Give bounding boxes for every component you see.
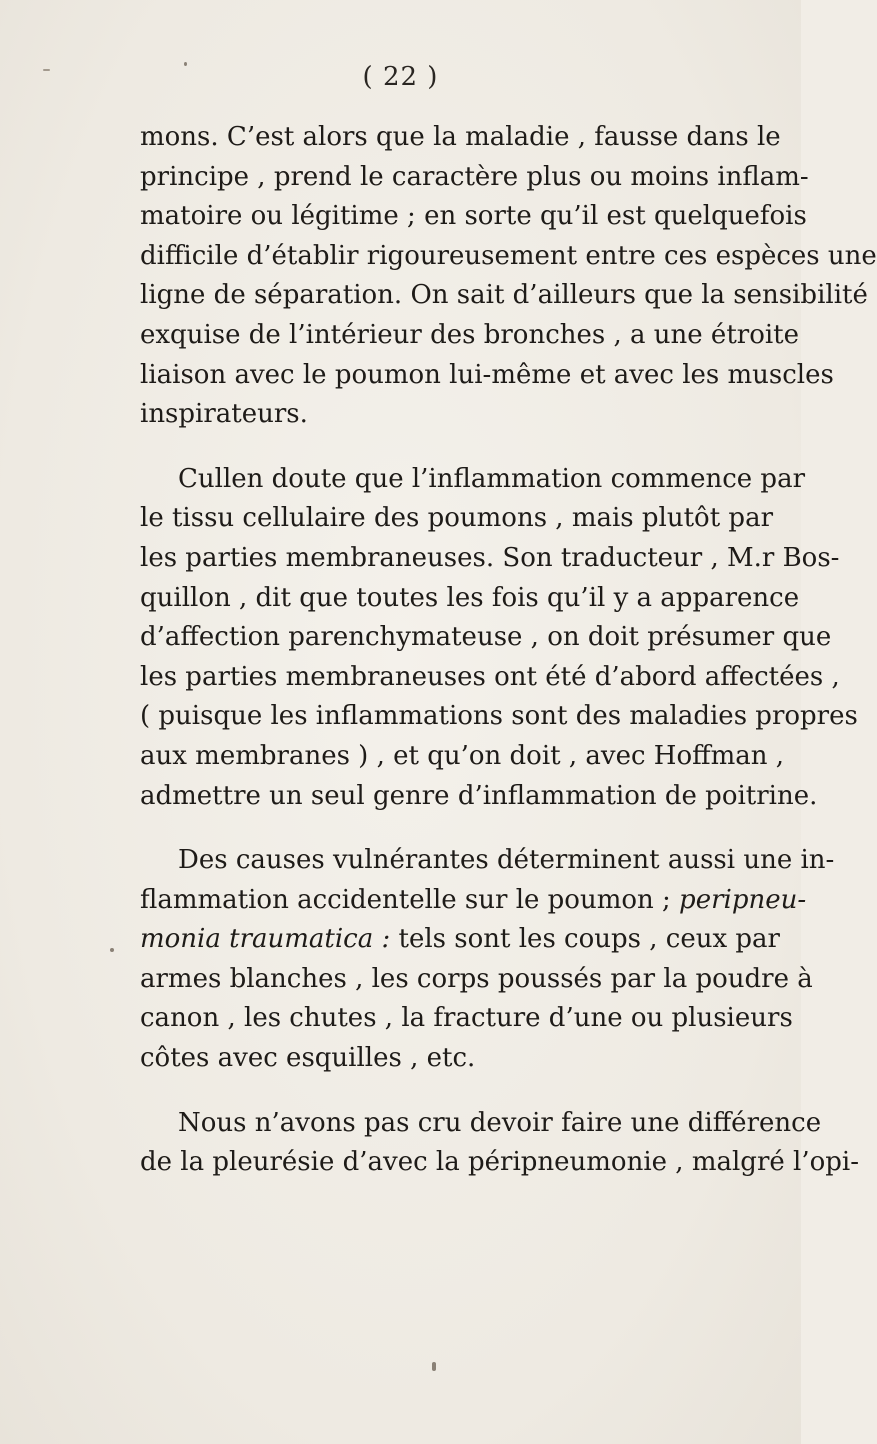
text-line xyxy=(140,881,807,921)
paper-speck xyxy=(184,62,187,66)
paragraph-3 xyxy=(140,841,835,1079)
text-line: aux membranes ) , et qu’on doit , avec Hoffman , xyxy=(140,740,785,771)
text-segment: flammation accidentelle sur le poumon ; xyxy=(140,884,671,915)
text-line: canon , les chutes , la fracture d’une ou plusieurs xyxy=(140,1003,793,1034)
paragraph-spacer xyxy=(140,816,770,841)
latin-term: peripneu- xyxy=(679,884,807,915)
text-line: matoire ou légitime ; en sorte qu’il est quelquefois xyxy=(140,201,807,232)
text-segment: tels sont les coups , ceux par xyxy=(390,924,780,955)
text-line: quillon , dit que toutes les fois qu’il y a apparence xyxy=(140,582,800,613)
text-line: inspirateurs. xyxy=(140,399,308,430)
text-line: liaison avec le poumon lui-même et avec les muscles xyxy=(140,359,834,390)
text-line: ( puisque les inflammations sont des maladies propres xyxy=(140,701,858,732)
paper-speck xyxy=(432,1362,436,1371)
text-line: Nous n’avons pas cru devoir faire une différence xyxy=(178,1107,822,1138)
paragraph-2 xyxy=(140,460,858,816)
paragraph-spacer xyxy=(140,1079,770,1104)
text-line: principe , prend le caractère plus ou moins inflam- xyxy=(140,161,809,192)
paragraph-1 xyxy=(140,118,877,435)
text-line: mons. C’est alors que la maladie , fausse dans le xyxy=(140,122,781,152)
paper-speck xyxy=(110,948,114,952)
text-line: armes blanches , les corps poussés par la poudre à xyxy=(140,963,813,994)
text-line: admettre un seul genre d’inflammation de poitrine. xyxy=(140,780,818,811)
text-line: Des causes vulnérantes déterminent aussi une in- xyxy=(178,845,835,876)
text-line: les parties membraneuses. Son traducteur , M.r Bos- xyxy=(140,542,840,573)
text-line: côtes avec esquilles , etc. xyxy=(140,1043,476,1074)
text-line: les parties membraneuses ont été d’abord affectées , xyxy=(140,661,840,692)
text-line: d’affection parenchymateuse , on doit présumer que xyxy=(140,622,832,653)
latin-term: monia traumatica : xyxy=(140,924,391,955)
text-line: exquise de l’intérieur des bronches , a une étroite xyxy=(140,319,800,350)
paper-speck xyxy=(43,69,50,71)
text-line: le tissu cellulaire des poumons , mais plutôt par xyxy=(140,503,774,534)
paragraph-spacer xyxy=(140,435,770,460)
page-number: ( 22 ) xyxy=(362,62,439,92)
text-line: difficile d’établir rigoureusement entre ces espèces une xyxy=(140,240,877,271)
text-line: ligne de séparation. On sait d’ailleurs que la sensibilité xyxy=(140,280,868,311)
text-line: Cullen doute que l’inflammation commence par xyxy=(178,463,806,494)
body-text xyxy=(140,118,877,1183)
text-line xyxy=(140,920,780,960)
text-line: de la pleurésie d’avec la péripneumonie , malgré l’opi- xyxy=(140,1147,859,1178)
paragraph-4 xyxy=(140,1104,859,1183)
